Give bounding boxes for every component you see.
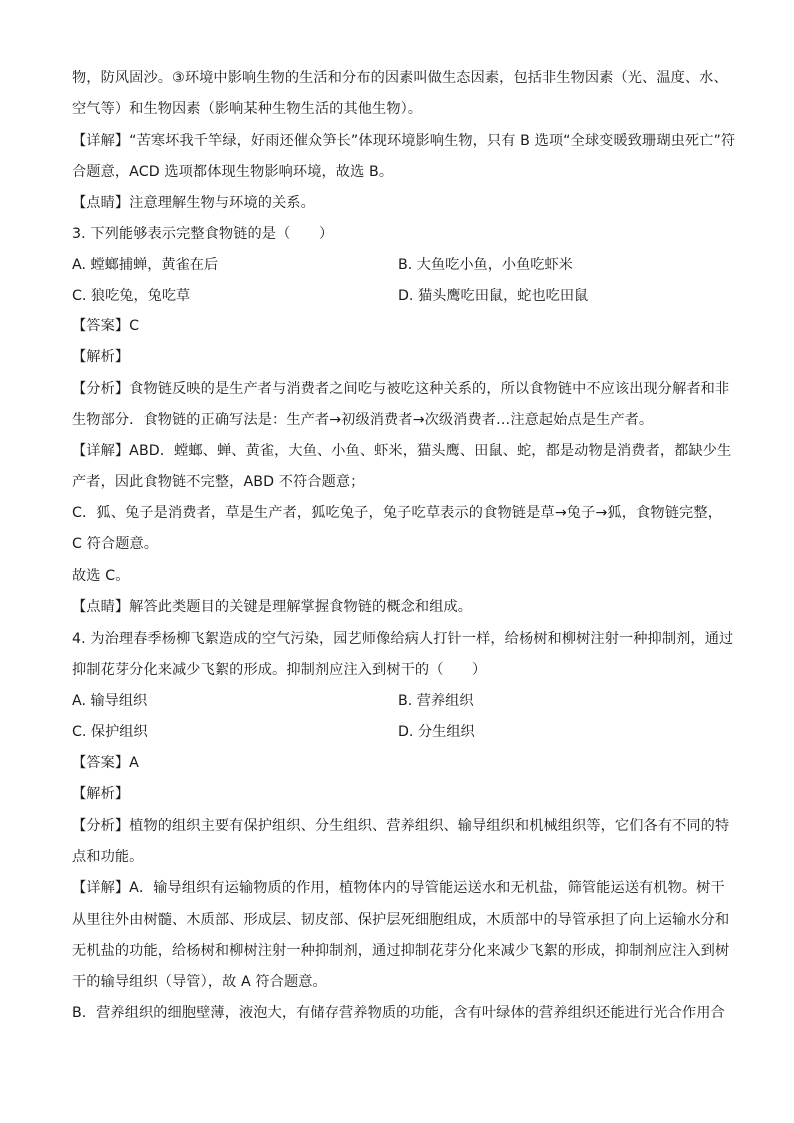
tip-line: 【点睛】注意理解生物与环境的关系。 xyxy=(72,195,315,211)
q4-option-b-explanation: B．营养组织的细胞壁薄，液泡大，有储存营养物质的功能，含有叶绿体的营养组织还能进行光合作用合 xyxy=(72,1005,725,1021)
q4-detail-line: 无机盐的功能，给杨树和柳树注射一种抑制剂，通过抑制花芽分化来减少飞絮的形成，抑制剂应注入到树 xyxy=(72,943,730,959)
q3-detail-line: 产者，因此食物链不完整，ABD 不符合题意； xyxy=(72,474,365,490)
q4-fenxi-line: 【分析】植物的组织主要有保护组织、分生组织、营养组织、输导组织和机械组织等，它们各有不同的特 xyxy=(72,818,730,834)
q3-detail-line: 【详解】ABD．螳螂、蝉、黄雀，大鱼、小鱼、虾米，猫头鹰、田鼠、蛇，都是动物是消费者，都缺少生 xyxy=(72,443,732,459)
q3-option-c-explanation: C．狐、兔子是消费者，草是生产者，狐吃兔子，兔子吃草表示的食物链是草→兔子→狐，食物链完整， xyxy=(72,505,722,521)
q3-fenxi-line: 生物部分．食物链的正确写法是：生产者→初级消费者→次级消费者…注意起始点是生产者。 xyxy=(72,412,654,428)
q4-option-d: D. 分生组织 xyxy=(398,724,475,740)
q4-fenxi-line: 点和功能。 xyxy=(72,849,144,865)
q4-option-a: A. 输导组织 xyxy=(72,693,148,709)
q4-detail-line: 【详解】A．输导组织有运输物质的作用，植物体内的导管能运送水和无机盐，筛管能运送有机物。树干 xyxy=(72,880,725,896)
q4-answer: 【答案】A xyxy=(72,755,139,771)
q3-tip: 【点睛】解答此类题目的关键是理解掌握食物链的概念和组成。 xyxy=(72,599,473,615)
q3-option-c: C. 狼吃兔，兔吃草 xyxy=(72,288,191,304)
q4-analysis-heading: 【解析】 xyxy=(72,786,130,802)
q3-fenxi-line: 【分析】食物链反映的是生产者与消费者之间吃与被吃这种关系的，所以食物链中不应该出现分解者和非 xyxy=(72,381,730,397)
q4-detail-line: 从里往外由树髓、木质部、形成层、韧皮部、保护层死细胞组成，木质部中的导管承担了向上运输水分和 xyxy=(72,912,730,928)
paragraph-line: 物，防风固沙。③环境中影响生物的生活和分布的因素叫做生态因素，包括非生物因素（光、温度、水、 xyxy=(72,70,728,86)
q3-analysis-heading: 【解析】 xyxy=(72,349,130,365)
q3-option-d: D. 猫头鹰吃田鼠，蛇也吃田鼠 xyxy=(398,288,589,304)
question-3-stem: 3. 下列能够表示完整食物链的是（ ） xyxy=(72,226,334,242)
detail-line: 【详解】“苦寒坏我千竿绿，好雨还催众笋长”体现环境影响生物，只有 B 选项“全球变暖致珊瑚虫死亡”符 xyxy=(72,133,736,149)
q4-option-b: B. 营养组织 xyxy=(398,693,474,709)
q3-option-a: A. 螳螂捕蝉，黄雀在后 xyxy=(72,257,219,273)
q3-answer: 【答案】C xyxy=(72,318,140,334)
q4-option-c: C. 保护组织 xyxy=(72,724,148,740)
question-4-stem: 抑制花芽分化来减少飞絮的形成。抑制剂应注入到树干的（ ） xyxy=(72,662,487,678)
q3-conclusion: 故选 C。 xyxy=(72,568,130,584)
detail-line: 合题意，ACD 选项都体现生物影响环境，故选 B。 xyxy=(72,164,394,180)
q3-option-c-explanation: C 符合题意。 xyxy=(72,536,159,552)
question-4-stem: 4. 为治理春季杨柳飞絮造成的空气污染，园艺师像给病人打针一样，给杨树和柳树注射一种抑制剂，通过 xyxy=(72,631,734,647)
paragraph-line: 空气等）和生物因素（影响某种生物生活的其他生物）。 xyxy=(72,101,423,117)
q3-option-b: B. 大鱼吃小鱼，小鱼吃虾米 xyxy=(398,257,573,273)
q4-detail-line: 干的输导组织（导管），故 A 符合题意。 xyxy=(72,974,327,990)
